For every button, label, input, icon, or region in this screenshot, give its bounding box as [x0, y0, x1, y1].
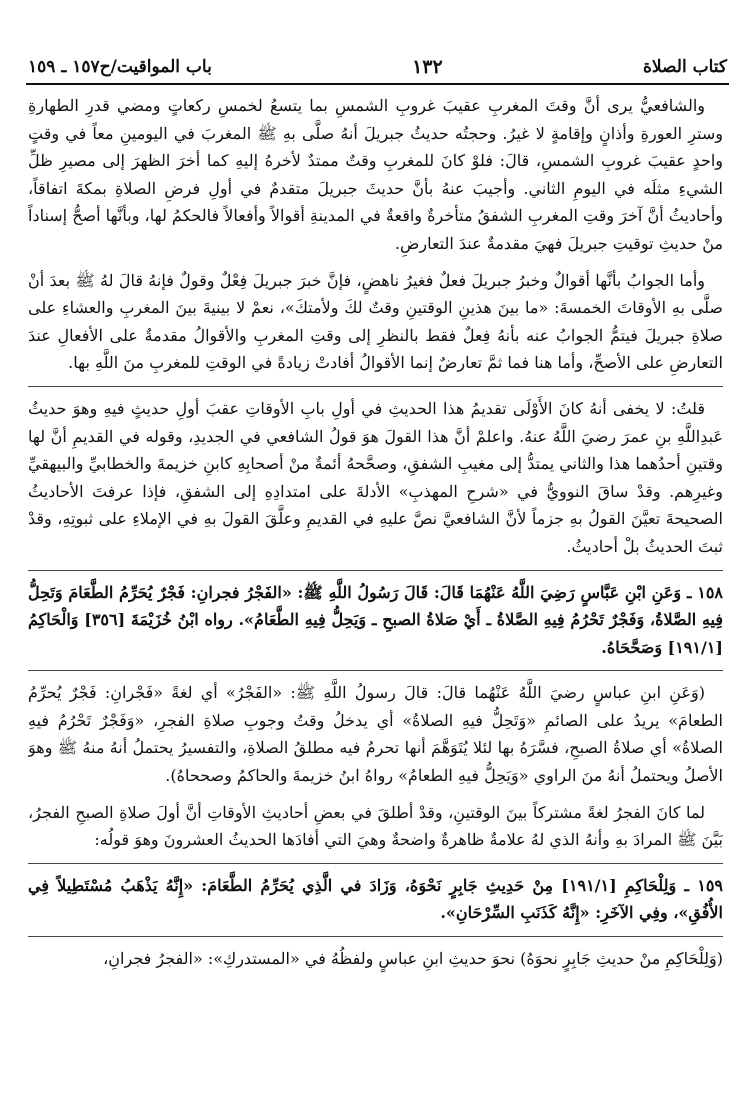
commentary-paragraph: قلتُ: لا يخفى أنهُ كانَ الأَوْلَى تقديمُ هذا الحديثِ في أولِ بابِ الأوقاتِ عقبَ أولِ حديثٍ فيهِ وهوَ حديثُ عَبدِاللَّهِ بنِ عمرَ رضيَ اللَّهُ عنهُ. واعلمْ أنَّ هذا القولَ هوَ قولُ الشافعي في الجديدِ، وقوله في القديمِ أنَّ لها وقتينِ أحدُهما هذا والثاني يمتدُّ إلى مغيبِ الشفقِ، وصحَّحهُ أئمةٌ منْ أصحابِهِ كابنِ خزيمةَ والخطابيِّ والبيهقيِّ وغيرِهم. وقدْ ساقَ النوويُّ في «شرحِ المهذبِ» الأدلةَ على امتدادِهِ إلى الشفقِ، فإذا عرفتَ الأحاديثُ الصحيحةَ تعيَّنَ القولُ بهِ جزماً لأنَّ الشافعيَّ نصَّ عليهِ في القديمِ وعلَّقَ القولَ بهِ في الإملاءِ على ثبوتِهِ، وقدْ ثبتَ الحديثُ بلْ أحاديثُ. — [28, 398, 723, 556]
page-number: ١٣٢ — [412, 56, 443, 78]
header-rule — [26, 83, 729, 85]
hadith-159-text: ١٥٩ ـ وَلِلْحَاكِمِ [١٩١/١] مِنْ حَدِيثِ جَابِرٍ نَحْوَهُ، وَزَادَ في الَّذِي يُحَرِّمُ الطَّعَامَ: «إِنَّهُ يَذْهَبُ مُسْتَطِيلاً فِي الأُفُقِ»، وفِي الآخَرِ: «إِنَّهُ كَذَنَبِ السِّرْحَانِ». — [28, 875, 723, 923]
commentary-paragraph: والشافعيُّ يرى أنَّ وقتَ المغربِ عقيبَ غروبِ الشمسِ بما يتسعُ لخمسِ ركعاتٍ ومضي قدرِ الطهارةِ وسترِ العورةِ وأذانٍ وإقامةٍ لا غيرُ. وحجتُه حديثُ جبريلَ أنهُ صلَّى بهِ ﷺ المغربَ في اليومينِ معاً في وقتٍ واحدٍ عقيبَ غروبِ الشمسِ، قالَ: فلوْ كانَ للمغربِ وقتٌ ممتدٌ لأخرهُ إليهِ كما أخرَ الظهرَ إلى مصيرِ ظلِّ الشيءِ مثلَه في اليومِ الثاني. وأجيبَ عنهُ بأنَّ حديثَ جبريلَ متقدمٌ في أولِ فرضِ الصلاةِ بمكةَ اتفاقاً، وأحاديثُ أنَّ آخرَ وقتِ المغربِ الشفقُ متأخرةٌ واقعةٌ في المدينةِ أقوالاً وأفعالاً فالحكمُ لها، وبأنَّها أصحُّ إسناداً منْ حديثِ توقيتِ جبريلَ فهيَ مقدمةٌ عندَ التعارضِ. — [28, 96, 723, 253]
book-title: كتاب الصلاة — [642, 57, 727, 77]
chapter-range: باب المواقيت/ح١٥٧ ـ ١٥٩ — [28, 57, 212, 77]
section-divider — [28, 386, 723, 387]
hadith-159-commentary: (وَلِلْحَاكِمِ منْ حديثِ جَابِرٍ نحوَهُ) نحوَ حديثِ ابنِ عباسٍ ولفظُهُ في «المستدركِ»: «الفجرُ فجرانِ، — [103, 949, 723, 969]
section-divider — [28, 570, 723, 571]
hadith-158-commentary: (وَعَنِ ابنِ عباسٍ رضيَ اللَّهُ عَنْهُما قالَ: قالَ رسولُ اللَّهِ ﷺ: «الفَجْرُ» أي لغةً «فَجْرانِ: فَجْرٌ يُحرِّمُ الطعامَ» يريدُ على الصائمِ «وَتَحِلُّ فيهِ الصلاةُ» أي يدخلُ وقتُ وجوبِ صلاةِ الفجرِ، «وَفَجْرٌ تَحْرُمُ فيهِ الصلاةُ» أي صلاةُ الصبحِ، فسَّرَهُ بها لئلا يُتَوَهَّمَ أنها تحرمُ فيه مطلقُ الصلاةِ، والتفسيرُ يحتملُ أنهُ منهُ ﷺ وهوَ الأصلُ ويحتملُ أنهُ منَ الراوي «وَيَحِلُّ فيهِ الطعامُ» رواهُ ابنُ خزيمةَ والحاكمُ وصححاهُ). — [28, 683, 723, 786]
running-header — [28, 52, 727, 82]
hadith-158-text: ١٥٨ ـ وَعَنِ ابْنِ عَبَّاسٍ رَضِيَ اللَّهُ عَنْهُمَا قَالَ: قَالَ رَسُولُ اللَّهِ ﷺ: «الفَجْرُ فجرانِ: فَجْرٌ يُحَرِّمُ الطَّعَامَ وَتَحِلُّ فِيهِ الصَّلاةُ، وَفَجْرٌ تَحْرُمُ فِيهِ الصَّلاةُ ـ أَيْ صَلاةُ الصبحِ ـ وَيَحِلُّ فِيهِ الطَّعَامُ». رواه ابْنُ خُزَيْمَةَ [٣٥٦] وَالْحَاكِمُ [١٩١/١] وَصَحَّحَاهُ. — [28, 582, 723, 657]
section-divider — [28, 936, 723, 937]
section-divider — [28, 863, 723, 864]
page-body — [28, 92, 723, 1108]
section-divider — [28, 670, 723, 671]
commentary-paragraph: لما كانَ الفجرُ لغةً مشتركاً بينَ الوقتينِ، وقدْ أطلقَ في بعضِ أحاديثِ الأوقاتِ أنَّ أولَ صلاةِ الصبحِ الفجرُ، بَيَّنَ ﷺ المرادَ بهِ وأنهُ الذي لهُ علامةٌ ظاهرةٌ واضحةٌ وهيَ التي أفادَها الحديثُ العشرونَ وهوَ قولُه: — [28, 802, 723, 850]
commentary-paragraph: وأما الجوابُ بأنَّها أقوالٌ وخبرُ جبريلَ فعلٌ فغيرُ ناهضٍ، فإنَّ خبرَ جبريلَ فِعْلٌ وقولٌ فإنهُ قالَ لهُ ﷺ بعدَ أنْ صلَّى بهِ الأوقاتَ الخمسةَ: «ما بينَ هذينِ الوقتينِ وقتٌ لكَ ولأمتكَ»، نعمْ لا بينيةَ بينَ المغربِ والعشاءِ على صلاةِ جبريلَ فيتمُّ الجوابُ عنه بأنهُ فِعلٌ فقط بالنظرِ إلى وقتِ المغربِ والأقوالُ مقدمةٌ على الأفعالِ عندَ التعارضِ على الأصحِّ، وأما هنا فما ثمَّ تعارضٌ إنما الأقوالُ أفادتْ زيادةً في الوقتِ للمغربِ منَ اللَّهِ بها. — [28, 270, 723, 373]
